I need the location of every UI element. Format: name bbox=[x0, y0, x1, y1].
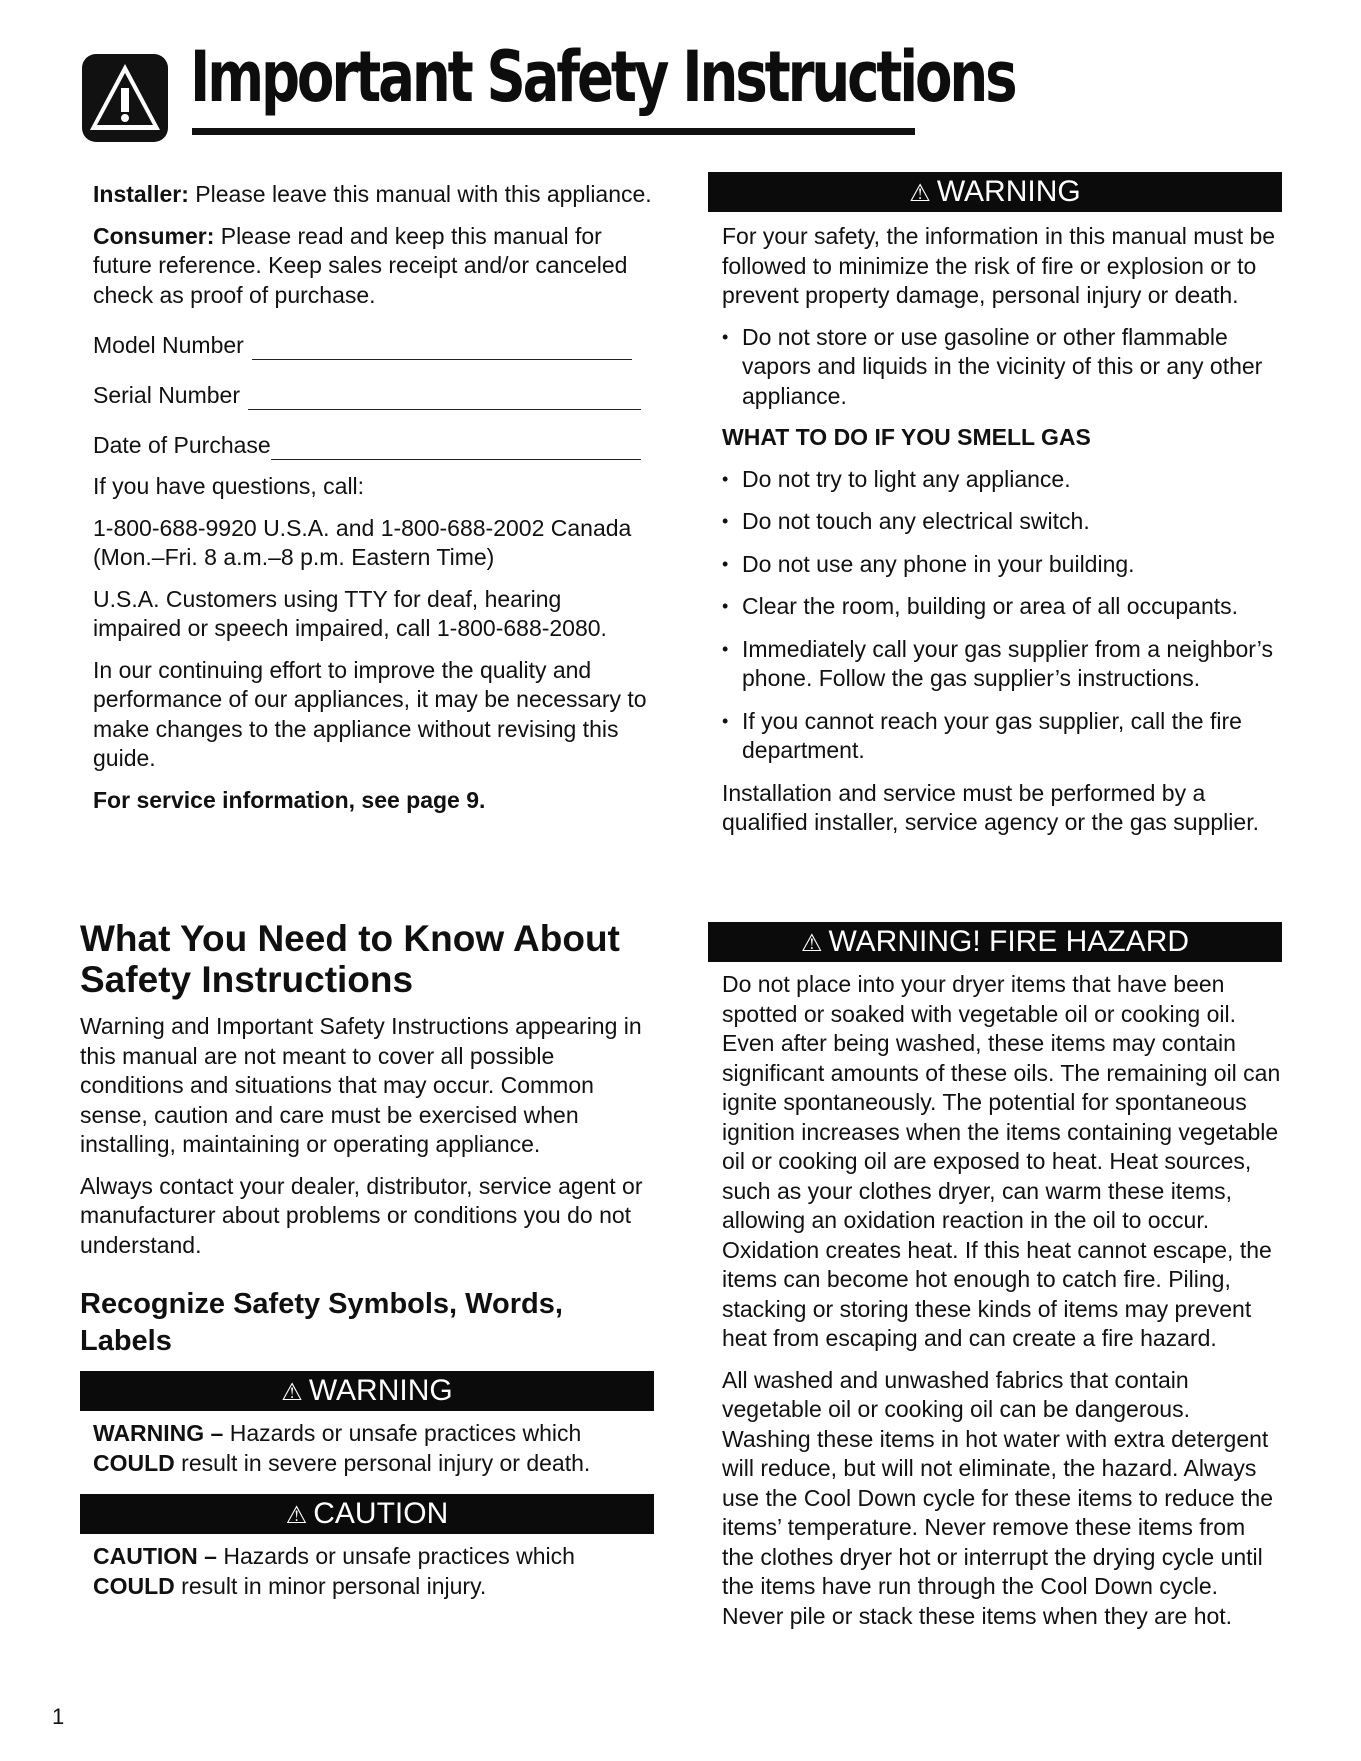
service-info: For service information, see page 9. bbox=[93, 786, 486, 813]
serial-number-line[interactable] bbox=[248, 387, 641, 410]
need-to-know-section bbox=[80, 1012, 660, 1272]
warning-section bbox=[722, 222, 1282, 838]
caution-def-text: Hazards or unsafe practices which bbox=[216, 1543, 575, 1569]
list-item: • Immediately call your gas supplier from a neighbor’s phone. Follow the gas supplier’s instructions. bbox=[722, 635, 1282, 694]
fire-hazard-paragraph: All washed and unwashed fabrics that contain vegetable oil or cooking oil can be dangerous. Washing these items in hot water with extra detergent will reduce, but will not eliminate, the hazard. Always use the Cool Down cycle for these items to reduce the items’ temperature. Never remove these items from the clothes dryer hot or interrupt the drying cycle until the items have run through the Cool Down cycle. Never pile or stack these items when they are hot. bbox=[722, 1366, 1274, 1629]
section-heading-need-to-know: What You Need to Know About Safety Instructions bbox=[80, 918, 620, 1000]
model-number-label: Model Number bbox=[93, 331, 244, 358]
questions-text: If you have questions, call: bbox=[93, 473, 365, 499]
date-of-purchase-field[interactable] bbox=[93, 422, 653, 460]
caution-word: CAUTION – bbox=[93, 1543, 217, 1569]
fire-hazard-banner bbox=[708, 922, 1282, 962]
need-to-know-paragraph: Always contact your dealer, distributor, service agent or manufacturer about problems or conditions you do not understand. bbox=[80, 1172, 643, 1258]
phone-numbers: 1-800-688-9920 U.S.A. and 1-800-688-2002 Canada (Mon.–Fri. 8 a.m.–8 p.m. Eastern Time) bbox=[93, 514, 632, 570]
improvement-text: In our continuing effort to improve the quality and performance of our appliances, it may be necessary to make changes to the appliance without revising this guide. bbox=[93, 656, 647, 771]
installation-note: Installation and service must be performed by a qualified installer, service agency or the gas supplier. bbox=[722, 779, 1259, 835]
warning-definition bbox=[93, 1419, 653, 1478]
warning-banner-label: WARNING bbox=[936, 175, 1081, 208]
warning-word: WARNING – bbox=[93, 1420, 224, 1446]
could-word: COULD bbox=[93, 1572, 175, 1599]
model-number-line[interactable] bbox=[252, 337, 632, 360]
caution-label-banner bbox=[80, 1494, 654, 1534]
warning-bullet-list bbox=[722, 323, 1282, 412]
list-item: • Do not try to light any appliance. bbox=[722, 465, 1282, 495]
warning-triangle-icon: ⚠ bbox=[281, 1379, 303, 1406]
warning-triangle-icon: ⚠ bbox=[800, 930, 823, 957]
consumer-note bbox=[93, 222, 653, 311]
page-title: Important Safety Instructions bbox=[190, 36, 1015, 118]
warning-label-banner bbox=[80, 1371, 654, 1411]
list-item: • Do not use any phone in your building. bbox=[722, 550, 1282, 580]
consumer-text: Please read and keep this manual for future reference. Keep sales receipt and/or canceled check as proof of purchase. bbox=[93, 222, 628, 308]
date-of-purchase-line[interactable] bbox=[271, 437, 641, 460]
installer-text: Please leave this manual with this appliance. bbox=[188, 181, 652, 207]
warning-triangle-icon: ⚠ bbox=[285, 1502, 308, 1529]
list-item: • Do not touch any electrical switch. bbox=[722, 507, 1282, 537]
model-number-field[interactable] bbox=[93, 322, 653, 360]
caution-def-text2: result in minor personal injury. bbox=[174, 1572, 487, 1599]
warning-def-text2: result in severe personal injury or death. bbox=[174, 1449, 591, 1476]
tty-text: U.S.A. Customers using TTY for deaf, hearing impaired or speech impaired, call 1-800-688-2080. bbox=[93, 585, 607, 641]
warning-intro: For your safety, the information in this manual must be followed to minimize the risk of fire or explosion or to prevent property damage, personal injury or death. bbox=[722, 223, 1276, 308]
list-item: • Do not store or use gasoline or other flammable vapors and liquids in the vicinity of this or any other appliance. bbox=[722, 323, 1282, 412]
date-of-purchase-label: Date of Purchase bbox=[93, 431, 271, 458]
installer-note bbox=[93, 180, 653, 210]
list-item: • If you cannot reach your gas supplier, call the fire department. bbox=[722, 707, 1282, 766]
caution-definition bbox=[93, 1542, 653, 1601]
warning-banner bbox=[708, 172, 1282, 212]
warning-triangle-icon: ⚠ bbox=[909, 180, 931, 207]
gas-bullet-list bbox=[722, 465, 1282, 766]
warning-label-text: WARNING bbox=[308, 1374, 453, 1407]
installer-label: Installer: bbox=[93, 181, 189, 207]
page-number: 1 bbox=[52, 1704, 65, 1729]
section-heading-recognize: Recognize Safety Symbols, Words, Labels bbox=[80, 1288, 563, 1357]
fire-hazard-banner-label: WARNING! FIRE HAZARD bbox=[828, 925, 1190, 958]
consumer-label: Consumer: bbox=[93, 222, 215, 249]
caution-label-text: CAUTION bbox=[313, 1497, 449, 1530]
warning-def-text: Hazards or unsafe practices which bbox=[223, 1420, 582, 1446]
serial-number-label: Serial Number bbox=[93, 381, 240, 408]
intro-section bbox=[93, 180, 653, 827]
list-item: • Clear the room, building or area of all occupants. bbox=[722, 592, 1282, 622]
fire-hazard-section bbox=[722, 970, 1282, 1643]
warning-triangle-icon bbox=[80, 46, 170, 146]
title-rule bbox=[192, 128, 915, 135]
fire-hazard-paragraph: Do not place into your dryer items that have been spotted or soaked with vegetable oil or cooking oil. Even after being washed, these items may contain significant amounts of these oils. The remaining oil can ignite spontaneously. The potential for spontaneous ignition increases when the items containing vegetable oil or cooking oil are exposed to heat. Heat sources, such as your clothes dryer, can warm these items, allowing an oxidation reaction in the oil to occur. Oxidation creates heat. If this heat cannot escape, the items can become hot enough to catch fire. Piling, stacking or storing these kinds of items may prevent heat from escaping and can create a fire hazard. bbox=[722, 971, 1281, 1351]
serial-number-field[interactable] bbox=[93, 372, 653, 410]
need-to-know-paragraph: Warning and Important Safety Instructions appearing in this manual are not meant to cover all possible conditions and situations that may occur. Common sense, caution and care must be exercised when installing, maintaining or operating appliance. bbox=[80, 1013, 642, 1157]
could-word: COULD bbox=[93, 1449, 175, 1476]
gas-heading: WHAT TO DO IF YOU SMELL GAS bbox=[722, 424, 1091, 450]
